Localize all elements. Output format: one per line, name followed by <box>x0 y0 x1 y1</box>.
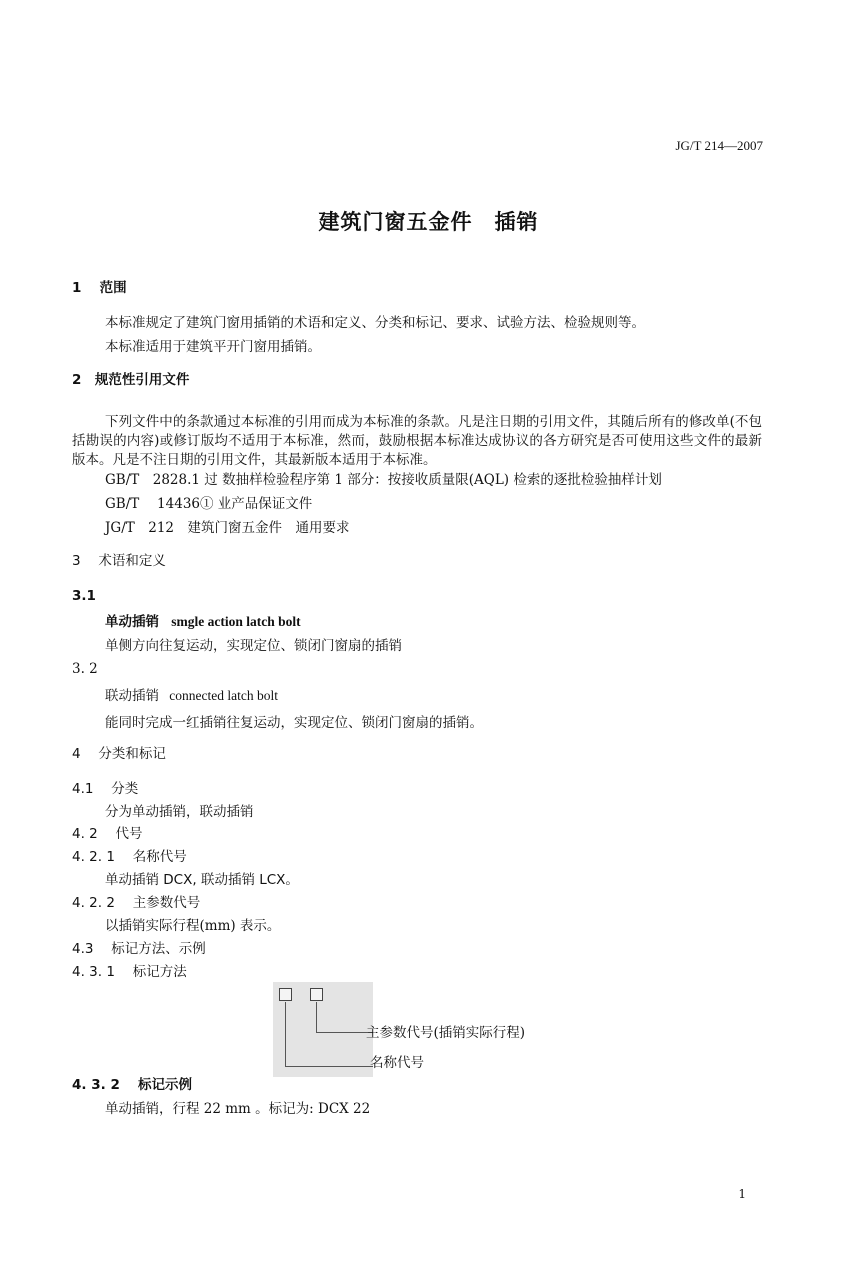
term-english: connected latch bolt <box>169 688 279 703</box>
section-3-2-definition: 能同时完成一红插销往复运动，实现定位、锁闭门窗扇的插销。 <box>105 715 483 731</box>
section-4-3-1-heading: 4. 3. 1 标记方法 <box>72 964 187 980</box>
section-4-2-heading: 4. 2 代号 <box>72 826 143 842</box>
section-1-heading: 1 范围 <box>72 280 127 296</box>
section-1-paragraph-1: 本标准规定了建筑门窗用插销的术语和定义、分类和标记、要求、试验方法、检验规则等。 <box>105 315 645 331</box>
leader-line <box>316 1002 317 1032</box>
term-chinese: 单动插销 <box>105 614 159 630</box>
term-english: smgle action latch bolt <box>171 614 301 629</box>
section-4-1-text: 分为单动插销，联动插销 <box>105 804 254 820</box>
section-4-2-1-heading: 4. 2. 1 名称代号 <box>72 849 187 865</box>
section-3-1-number: 3.1 <box>72 588 96 604</box>
section-4-heading: 4 分类和标记 <box>72 746 166 762</box>
section-3-2-number: 3. 2 <box>72 661 98 677</box>
term-chinese: 联动插销 <box>105 688 159 704</box>
section-3-2-term <box>105 688 278 704</box>
section-1-paragraph-2: 本标准适用于建筑平开门窗用插销。 <box>105 339 321 355</box>
section-4-2-2-text: 以插销实际行程(mm) 表示。 <box>105 918 281 934</box>
diagram-label-parameter: 主参数代号(插销实际行程) <box>366 1025 526 1041</box>
section-4-3-2-heading: 4. 3. 2 标记示例 <box>72 1077 193 1093</box>
section-3-1-definition: 单侧方向往复运动，实现定位、锁闭门窗扇的插销 <box>105 638 402 654</box>
reference-item: JG/T 212 建筑门窗五金件 通用要求 <box>105 520 350 536</box>
marking-diagram <box>273 982 373 1077</box>
reference-item: GB/T 14436① 业产品保证文件 <box>105 496 313 512</box>
parameter-code-box <box>310 988 323 1001</box>
section-3-heading: 3 术语和定义 <box>72 553 166 569</box>
section-4-3-2-text: 单动插销，行程 22 mm 。标记为: DCX 22 <box>105 1101 371 1117</box>
section-2-heading: 2 规范性引用文件 <box>72 372 190 388</box>
section-4-2-1-text: 单动插销 DCX, 联动插销 LCX。 <box>105 872 299 888</box>
standard-number: JG/T 214—2007 <box>675 138 763 153</box>
reference-item: GB/T 2828.1 过 数抽样检验程序第 1 部分：按接收质量限(AQL) 检索的逐批检验抽样计划 <box>105 472 662 488</box>
diagram-label-name: 名称代号 <box>370 1055 424 1071</box>
name-code-box <box>279 988 292 1001</box>
document-title: 建筑门窗五金件 插销 <box>318 210 539 234</box>
page-number: 1 <box>738 1187 746 1201</box>
section-4-3-heading: 4.3 标记方法、示例 <box>72 941 206 957</box>
section-4-1-heading: 4.1 分类 <box>72 781 139 797</box>
leader-line <box>285 1002 286 1066</box>
section-2-paragraph: 下列文件中的条款通过本标准的引用而成为本标准的条款。凡是注日期的引用文件，其随后所有的修改单(不包括勘误的内容)或修订版均不适用于本标准，然而，鼓励根据本标准达成协议的各方研究是否可使用这些文件的最新版本。凡是不注日期的引用文件，其最新版本适用于本标准。 <box>72 414 762 468</box>
leader-line <box>316 1032 373 1033</box>
section-4-2-2-heading: 4. 2. 2 主参数代号 <box>72 895 201 911</box>
section-3-1-term <box>105 614 301 630</box>
leader-line <box>285 1066 373 1067</box>
